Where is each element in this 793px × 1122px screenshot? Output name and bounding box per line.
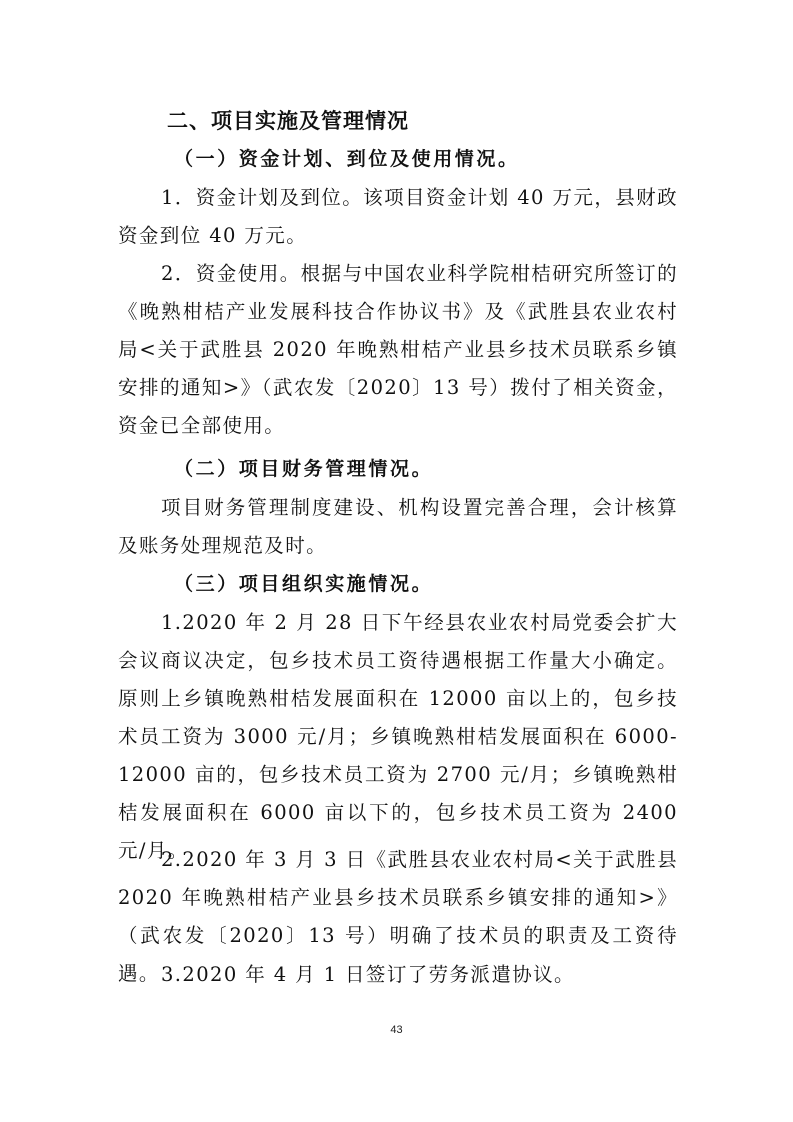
paragraph-implementation-1: 1.2020 年 2 月 28 日下午经县农业农村局党委会扩大会议商议决定，包乡技术员工资待遇根据工作量大小确定。原则上乡镇晚熟柑桔发展面积在 12000 亩以上的，包乡技术员工资为 3000 元/月；乡镇晚熟柑桔发展面积在 6000-12000 亩的，包乡技术员工资为 2700 元/月；乡镇晚熟柑桔发展面积在 6000 亩以下的，包乡技术员工资为 2400 元/月。 <box>118 611 678 862</box>
section-heading: 二、项目实施及管理情况 <box>167 109 409 133</box>
paragraph-implementation-2: 2.2020 年 3 月 3 日《武胜县农业农村局<关于武胜县 2020 年晚熟柑桔产业县乡技术员联系乡镇安排的通知>》（武农发〔2020〕13 号）明确了技术员的职责及工资待遇。 <box>118 848 678 985</box>
subsection-heading-finance: （二）项目财务管理情况。 <box>174 458 434 480</box>
paragraph-implementation-3: 3.2020 年 4 月 1 日签订了劳务派遣协议。 <box>161 963 575 986</box>
page-number: 43 <box>390 1024 403 1036</box>
subsection-heading-implementation: （三）项目组织实施情况。 <box>174 573 434 595</box>
paragraph-finance: 项目财务管理制度建设、机构设置完善合理，会计核算及账务处理规范及时。 <box>118 496 678 557</box>
paragraph-fund-usage: 2．资金使用。根据与中国农业科学院柑桔研究所签订的《晚熟柑桔产业发展科技合作协议书》及《武胜县农业农村局<关于武胜县 2020 年晚熟柑桔产业县乡技术员联系乡镇安排的通知>》（武农发〔2020〕13 号）拨付了相关资金，资金已全部使用。 <box>118 262 678 437</box>
subsection-heading-funds: （一）资金计划、到位及使用情况。 <box>174 148 520 170</box>
paragraph-fund-plan: 1．资金计划及到位。该项目资金计划 40 万元，县财政资金到位 40 万元。 <box>118 186 678 247</box>
